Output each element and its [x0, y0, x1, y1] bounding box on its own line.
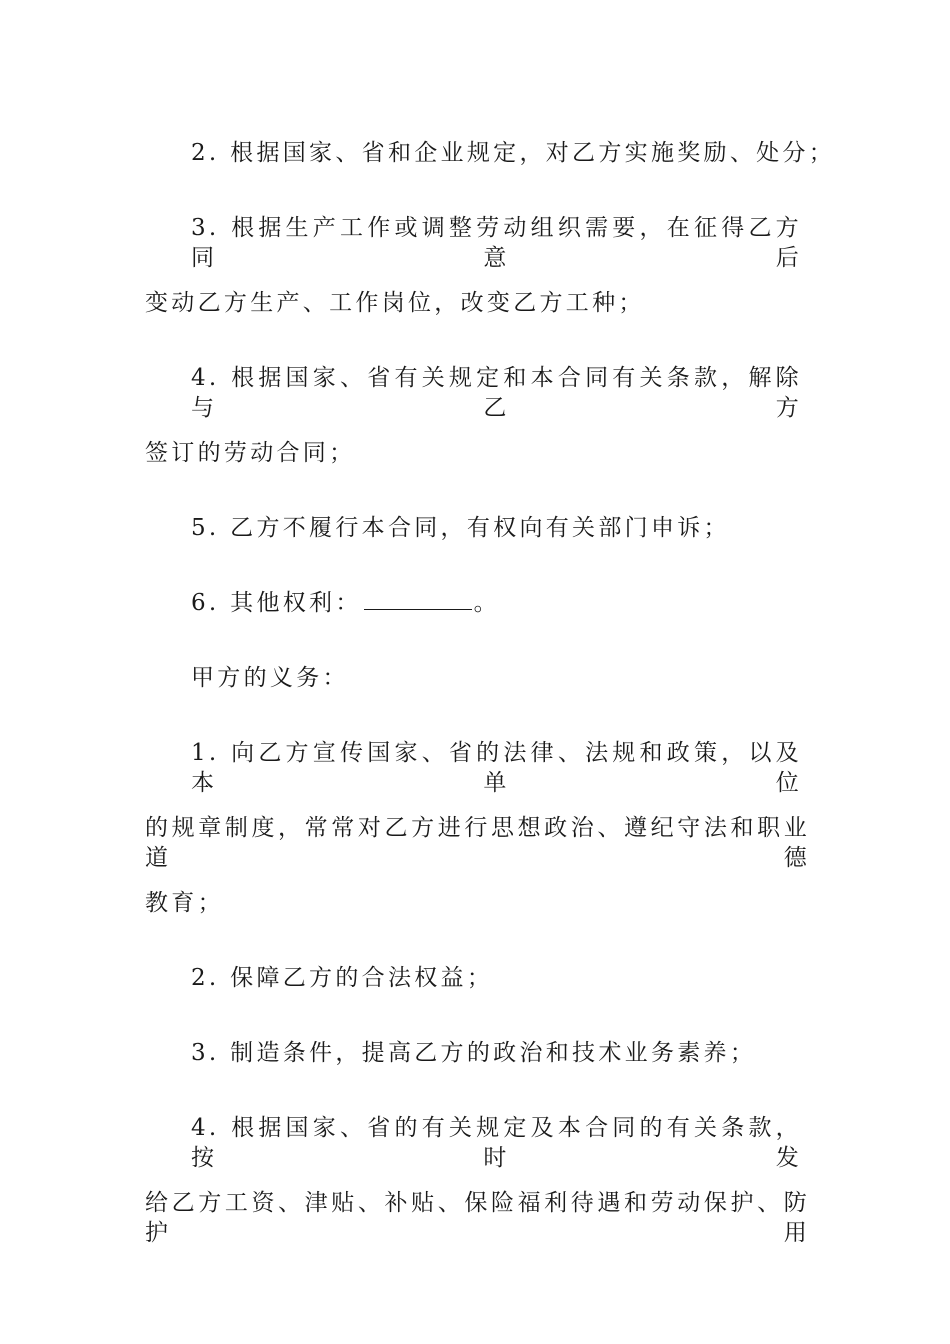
paragraph-line: 4. 根据国家、省有关规定和本合同有关条款，解除与乙方 — [191, 365, 802, 421]
paragraph-line: 3. 制造条件，提高乙方的政治和技术业务素养； — [191, 1040, 757, 1066]
period-mark: 。 — [473, 590, 500, 616]
paragraph-line — [191, 588, 856, 618]
paragraph-line: 2. 保障乙方的合法权益； — [191, 965, 494, 991]
paragraph-line: 给乙方工资、津贴、补贴、保险福利待遇和劳动保护、防护用 — [145, 1190, 810, 1246]
paragraph-line: 5. 乙方不履行本合同，有权向有关部门申诉； — [191, 515, 730, 541]
paragraph-line: 教育； — [145, 890, 224, 916]
paragraph-line: 签订的劳动合同； — [145, 440, 356, 466]
paragraph-line: 4. 根据国家、省的有关规定及本合同的有关条款，按时发 — [191, 1115, 802, 1171]
section-heading: 甲方的义务： — [191, 665, 349, 691]
paragraph-line: 变动乙方生产、工作岗位，改变乙方工种； — [145, 290, 645, 316]
paragraph-line: 2. 根据国家、省和企业规定，对乙方实施奖励、处分； — [191, 140, 836, 166]
other-rights-label: 6. 其他权利： — [191, 590, 362, 616]
paragraph-line: 3. 根据生产工作或调整劳动组织需要，在征得乙方同意后 — [191, 215, 802, 271]
paragraph-line: 的规章制度，常常对乙方进行思想政治、遵纪守法和职业道德 — [145, 815, 810, 871]
paragraph-line: 1. 向乙方宣传国家、省的法律、法规和政策，以及本单位 — [191, 740, 802, 796]
fill-in-blank[interactable] — [364, 589, 472, 610]
